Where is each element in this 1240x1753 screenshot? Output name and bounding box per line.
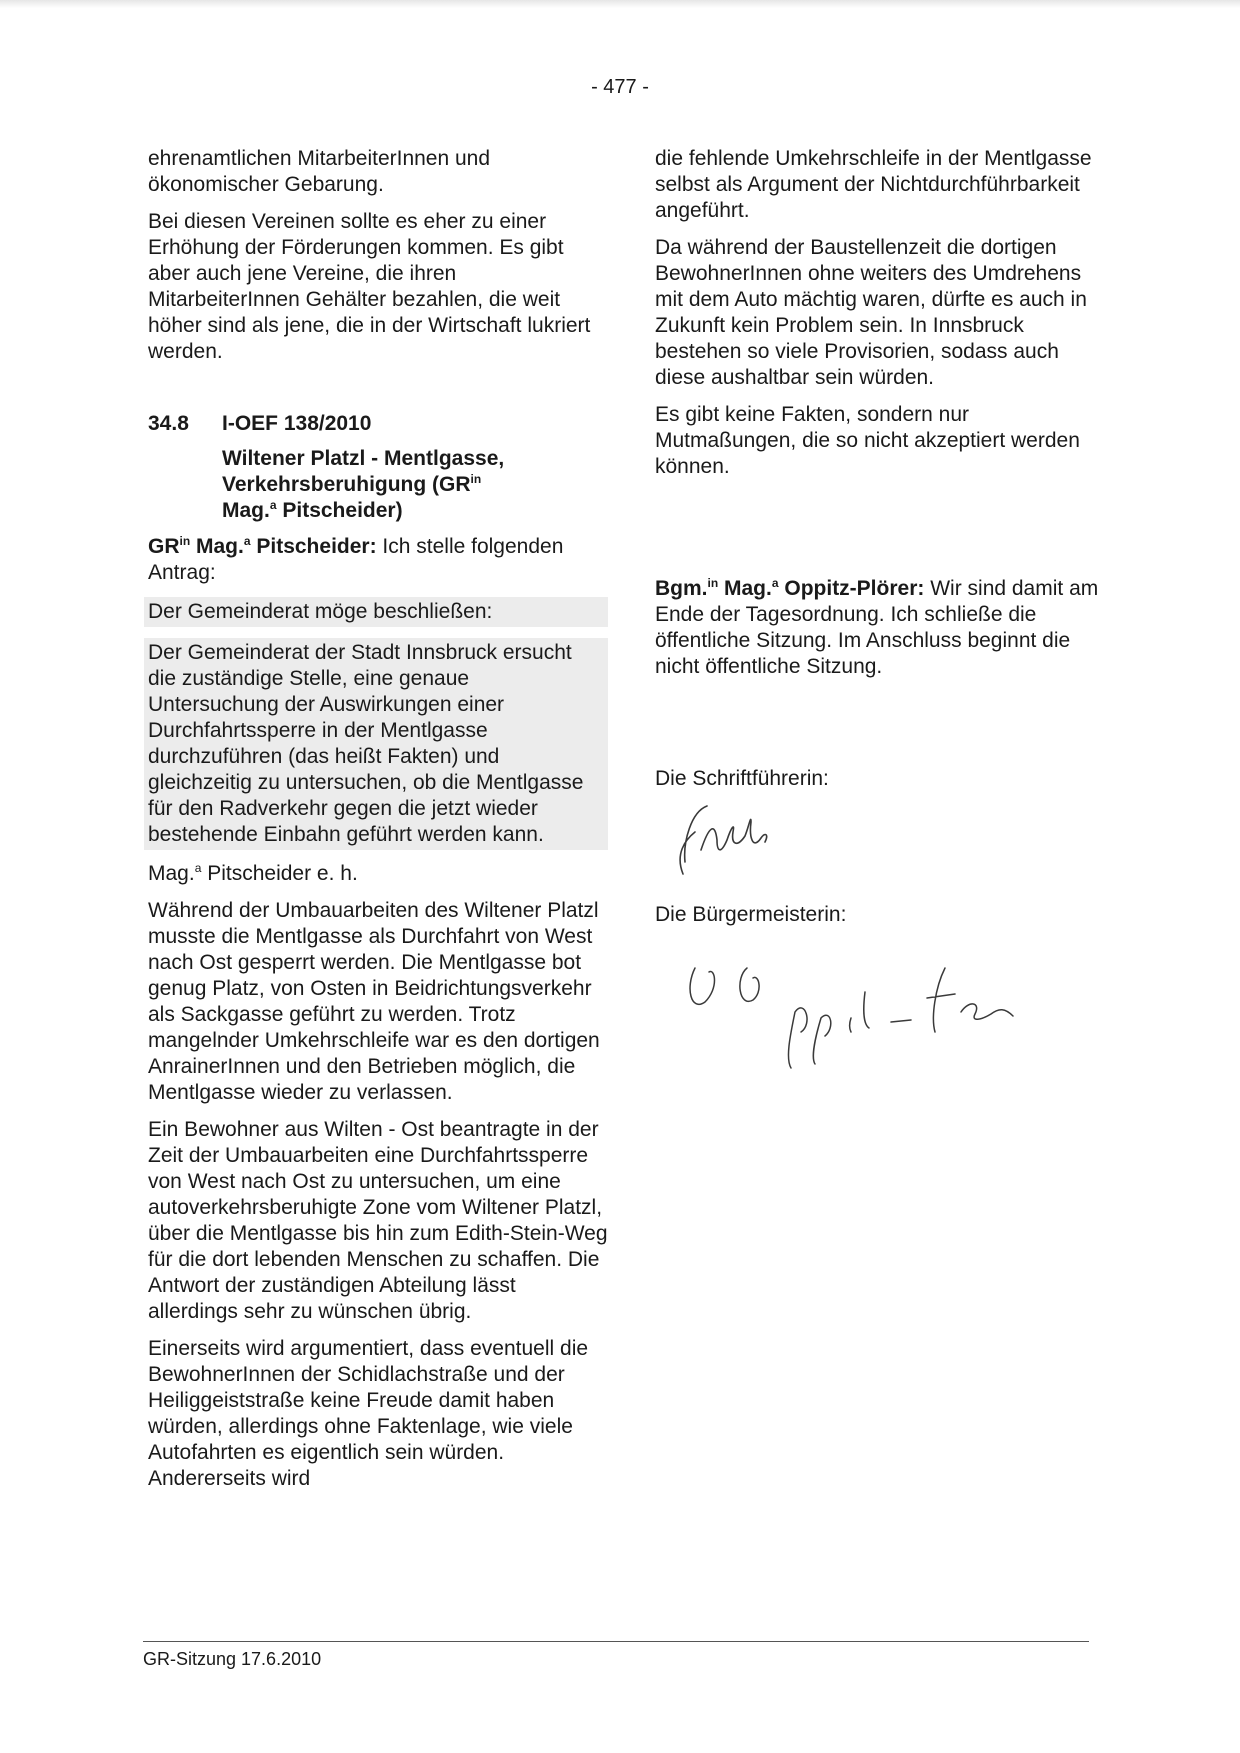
agenda-title-line: Wiltener Platzl - Mentlgasse, xyxy=(222,447,505,470)
signed-text: Pitscheider e. h. xyxy=(201,862,358,885)
paragraph: Ein Bewohner aus Wilten - Ost beantragte in der Zeit der Umbauarbeiten eine Durchfahrtssperre von West nach Ost zu untersuchen, um eine autoverkehrsberuhigte Zone vom Wiltener Platzl, über die Mentlgasse bis hin zum Edith-Stein-Weg für die dort lebenden Menschen zu schaffen. Die Antwort der zuständigen Abteilung lässt allerdings sehr zu wünschen übrig. xyxy=(148,1118,608,1323)
speaker-title: Mag. xyxy=(190,535,244,558)
motion-signature xyxy=(148,861,608,887)
paragraph: Da während der Baustellenzeit die dortigen BewohnerInnen ohne weiters des Umdrehens mit dem Auto mächtig waren, dürfte es auch in Zukunft kein Problem sein. In Innsbruck bestehen so viele Provisorien, sodass auch diese aushaltbar sein würden. xyxy=(655,236,1087,389)
right-column xyxy=(655,146,1100,1078)
speaker-text: Ich stelle folgenden Antrag: xyxy=(148,535,564,584)
mayor-closing-paragraph xyxy=(655,576,1100,680)
signed-title: Mag. xyxy=(148,862,195,885)
page-number: - 477 - xyxy=(591,76,649,98)
left-column xyxy=(148,146,608,1503)
agenda-title-line xyxy=(222,472,608,498)
mayor-text: Wir sind damit am Ende der Tagesordnung. Ich schließe die öffentliche Sitzung. Im Anschluss beginnt die nicht öffentliche Sitzung. xyxy=(655,577,1099,678)
agenda-item-number: 34.8 xyxy=(148,412,189,435)
mayor-label: Die Bürgermeisterin: xyxy=(655,903,847,926)
secretary-label: Die Schriftführerin: xyxy=(655,767,829,790)
mayor-sup: in xyxy=(707,576,719,590)
mayor-title: Bgm. xyxy=(655,577,708,600)
agenda-item-heading xyxy=(148,411,608,437)
title-sup: in xyxy=(470,472,482,486)
footer-divider xyxy=(143,1641,1089,1642)
motion-intro: Der Gemeinderat möge beschließen: xyxy=(144,597,608,627)
speaker-sup: in xyxy=(179,534,191,548)
title-sup: a xyxy=(269,498,277,512)
paragraph: Es gibt keine Fakten, sondern nur Mutmaßungen, die so nicht akzeptiert werden können. xyxy=(655,403,1080,478)
title-text: Pitscheider) xyxy=(276,499,403,522)
scan-edge xyxy=(0,0,1240,8)
paragraph: ehrenamtlichen MitarbeiterInnen und ökonomischer Gebarung. xyxy=(148,147,491,196)
motion-text: Der Gemeinderat der Stadt Innsbruck ersucht die zuständige Stelle, eine genaue Untersuchung der Auswirkungen einer Durchfahrtssperre in der Mentlgasse durchzuführen (das heißt Fakten) und gleichzeitig zu untersuchen, ob die Mentlgasse für den Radverkehr gegen die jetzt wieder bestehende Einbahn geführt werden kann. xyxy=(144,638,608,850)
agenda-item-title xyxy=(222,446,608,524)
mayor-sup: a xyxy=(771,576,779,590)
paragraph: die fehlende Umkehrschleife in der Mentlgasse selbst als Argument der Nichtdurchführbarkeit angeführt. xyxy=(655,147,1092,222)
title-text: Verkehrsberuhigung (GR xyxy=(222,473,471,496)
agenda-item-code: I-OEF 138/2010 xyxy=(222,412,372,435)
mayor-name xyxy=(655,577,924,600)
mayor-surname: Oppitz-Plörer: xyxy=(778,577,925,600)
signed-sup: a xyxy=(194,861,202,875)
footer-session-date: GR-Sitzung 17.6.2010 xyxy=(143,1649,322,1669)
speaker-name xyxy=(148,535,377,558)
speaker-surname: Pitscheider: xyxy=(250,535,377,558)
mayor-signature xyxy=(655,928,1035,1078)
speaker-title: GR xyxy=(148,535,180,558)
mayor-title: Mag. xyxy=(718,577,772,600)
paragraph: Einerseits wird argumentiert, dass eventuell die BewohnerInnen der Schidlachstraße und der Heiliggeiststraße keine Freude damit haben würden, allerdings ohne Faktenlage, wie viele Autofahrten es eigentlich sein würden. Andererseits wird xyxy=(148,1337,589,1490)
paragraph: Während der Umbauarbeiten des Wiltener Platzl musste die Mentlgasse als Durchfahrt von West nach Ost gesperrt werden. Die Mentlgasse bot genug Platz, von Osten in Beidrichtungsverkehr als Sackgasse geführt zu werden. Trotz mangelnder Umkehrschleife war es den dortigen AnrainerInnen und den Betrieben möglich, die Mentlgasse wieder zu verlassen. xyxy=(148,899,600,1104)
secretary-signature xyxy=(655,792,795,882)
speaker-paragraph xyxy=(148,534,608,586)
speaker-sup: a xyxy=(243,534,251,548)
title-text: Mag. xyxy=(222,499,270,522)
agenda-title-line xyxy=(222,498,608,524)
paragraph: Bei diesen Vereinen sollte es eher zu einer Erhöhung der Förderungen kommen. Es gibt aber auch jene Vereine, die ihren MitarbeiterInnen Gehälter bezahlen, die weit höher sind als jene, die in der Wirtschaft lukriert werden. xyxy=(148,210,591,363)
